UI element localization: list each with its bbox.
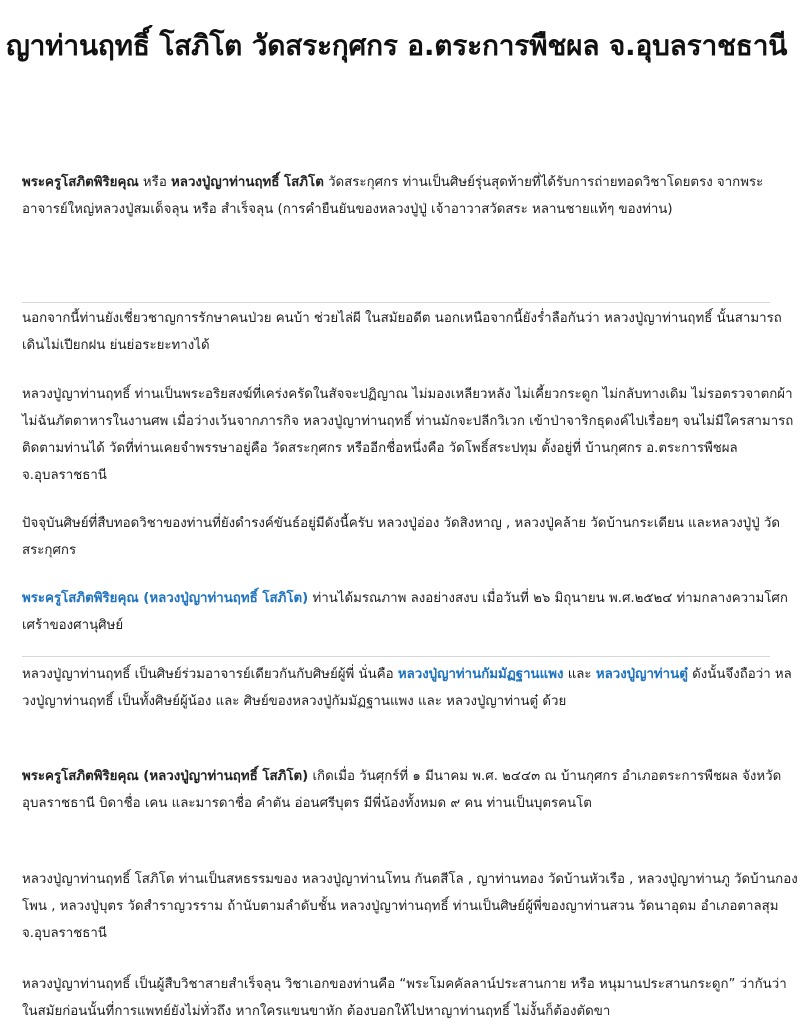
monk-name-bold: หลวงปู่ญาท่านฤทธิ์ โสภิโต [171,175,324,190]
text: เกิดเมื่อ วันศุกร์ที่ ๑ มีนาคม พ.ศ. ๒๔๔๓ ณ บ้านกุศกร อำเภอตระการพืชผล จังหวัดอุบลราชธานี บิดาชื่อ เคน และมารดาชื่อ คำตัน อ่อนศรีบุตร มีพี่น้องทั้งหมด ๙ คน ท่านเป็นบุตรคนโต [22,769,782,811]
text: หลวงปู่ญาท่านฤทธิ์ เป็นศิษย์ร่วมอาจารย์เดียวกันกับศิษย์ผู้พี่ นั่นคือ [22,667,398,682]
intro-paragraph [0,169,800,223]
lineage-paragraph [0,661,800,715]
page-title: ญาท่านฤทธิ์ โสภิโต วัดสระกุศกร อ.ตระการพืชผล จ.อุบลราชธานี [6,29,788,62]
knowledge-paragraph: หลวงปู่ญาท่านฤทธิ์ เป็นผู้สืบวิชาสายสำเร็จลุน วิชาเอกของท่านคือ “พระโมคคัลลาน์ประสานกาย หรือ หนุมานประสานกระดูก” ว่ากันว่าในสมัยก่อนนั้นที่การแพทย์ยังไม่ทั่วถึง หากใครแขนขาหัก ต้องบอกให้ไปหาญาท่านฤทธิ์ ไม่งั้นก็ต้องตัดขา [22,977,787,1019]
text: วัดสระกุศกร ท่านเป็นศิษย์รุ่นสุดท้ายที่ได้รับการถ่ายทอดวิชาโดยตรง จากพระอาจารย์ใหญ่หลวงปู่สมเด็จลุน หรือ สำเร็จลุน (การคํายืนยันของหลวงปู่ปู่ เจ้าอาวาสวัดสระ หลานชายแท้ๆ ของท่าน) [22,175,764,217]
divider [22,302,770,303]
death-paragraph [0,585,800,639]
discipline-paragraph: หลวงปู่ญาท่านฤทธิ์ ท่านเป็นพระอริยสงฆ์ที่เคร่งครัดในสัจจะปฏิญาณ ไม่มองเหลียวหลัง ไม่เคี้ยวกระดูก ไม่กลับทางเดิม ไม่รอตรวจาตกผ้าไม่ฉันภัตตาหารในงานศพ เมื่อว่างเว้นจากภารกิจ หลวงปู่ญาท่านฤทธิ์ ท่านมักจะปลีกวิเวก เข้าป่าจาริกธุดงค์ไปเรื่อยๆ จนไม่มีใครสามารถติดตามท่านได้ วัดที่ท่านเคยจำพรรษาอยู่คือ วัดสระกุศกร หรืออีกชื่อหนึ่งคือ วัดโพธิ์สระปทุม ตั้งอยู่ที่ บ้านกุศกร อ.ตระการพืชผล จ.อุบลราชธานี [22,387,794,483]
monk-kammatthan-phaeng-link[interactable]: หลวงปู่ญาท่านกัมมัฏฐานแพง [397,667,564,682]
monk-profile-link[interactable]: พระครูโสภิตพิริยคุณ (หลวงปู่ญาท่านฤทธิ์ โสภิโต) [22,591,309,606]
text: และ [563,667,596,682]
title-name-bold: พระครูโสภิตพิริยคุณ [22,175,139,190]
birth-paragraph [0,763,800,817]
text: หรือ [138,175,172,190]
peers-paragraph: หลวงปู่ญาท่านฤทธิ์ โสภิโต ท่านเป็นสหธรรมของ หลวงปู่ญาท่านโทน กันตสีโล , ญาท่านทอง วัดบ้านหัวเรือ , หลวงปู่ญาท่านภู วัดบ้านกองโพน , หลวงปู่บุตร วัดสำราญวรราม ถ้านับตามลำดับชั้น หลวงปู่ญาท่านฤทธิ์ ท่านเป็นศิษย์ผู้พี่ของญาท่านสวน วัดนาอุดม อำเภอตาลสุม จ.อุบลราชธานี [22,872,798,941]
monk-tu-link[interactable]: หลวงปู่ญาท่านตู๋ [595,667,688,682]
text: ดังนั้นจึงถือว่า หลวงปู่ญาท่านฤทธิ์ เป็นทั้งศิษย์ผู้น้อง และ ศิษย์ของหลวงปู่กัมมัฏฐานแพง และ หลวงปู่ญาท่านตู๋ ด้วย [22,667,792,709]
text: ท่านได้มรณภาพ ลงอย่างสงบ เมื่อวันที่ ๒๖ มิถุนายน พ.ศ.๒๕๒๔ ท่ามกลางความโศกเศร้าของศานุศิษย์ [22,591,788,633]
healing-paragraph: นอกจากนี้ท่านยังเชี่ยวชาญการรักษาคนป่วย คนบ้า ช่วยไล่ผี ในสมัยอดีต นอกเหนือจากนี้ยังร่ำลือกันว่า หลวงปู่ญาท่านฤทธิ์ นั้นสามารถเดินไม่เปียกฝน ย่นย่อระยะทางได้ [22,311,782,353]
divider [22,656,770,657]
title-name-bold: พระครูโสภิตพิริยคุณ (หลวงปู่ญาท่านฤทธิ์ โสภิโต) [22,769,309,784]
disciples-paragraph: ปัจจุบันศิษย์ที่สืบทอดวิชาของท่านที่ยังดำรงค์ขันธ์อยู่มีดังนี้ครับ หลวงปู่อ่อง วัดสิงหาญ , หลวงปู่คล้าย วัดบ้านกระเดียน และหลวงปู่ปู่ วัดสระกุศกร [22,516,780,558]
